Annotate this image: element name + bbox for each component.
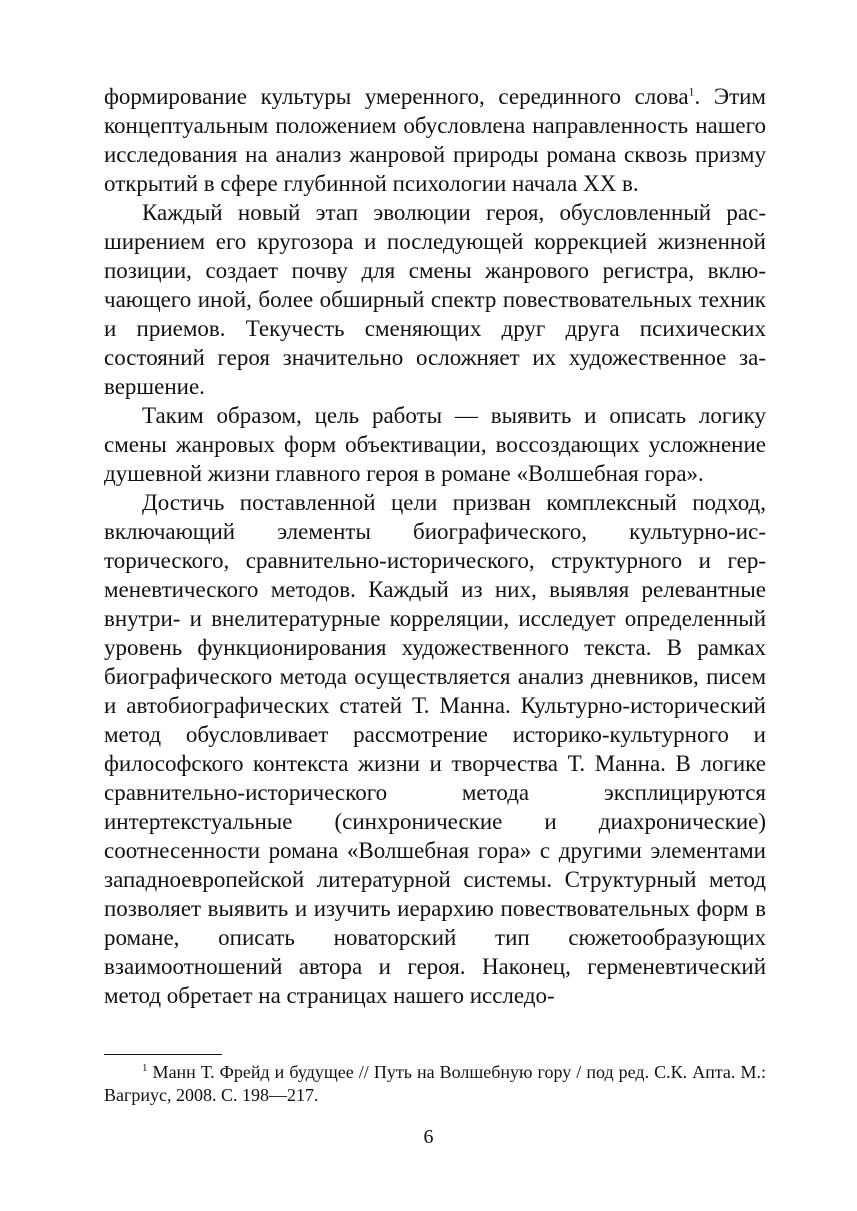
footnote-text: Манн Т. Фрейд и будущее // Путь на Волшебную гору / под ред. С.К. Апта. М.: Вагриус, 2008. С. 198—217. <box>104 1062 766 1105</box>
paragraph-2: Каждый новый этап эволюции героя, обусловленный расширением его кругозора и последующей коррекцией жизненной позиции, создает почву для смены жанрового регистра, включающего иной, более обширный спектр повествовательных техник и приемов. Текучесть сменяющих друг друга психических состояний героя значительно осложняет их художественное завершение. <box>104 200 766 399</box>
paragraph-1 <box>104 82 766 198</box>
paragraph-1-rest: . Этим концептуальным положением обусловлена направленность нашего исследования на анализ жанровой природы романа сквозь призму открытий в сфере глубинной психологии начала ХХ в. <box>104 84 766 196</box>
main-text <box>104 82 766 1010</box>
footnote <box>104 1061 766 1107</box>
footnote-divider <box>104 1054 222 1055</box>
paragraph-4: Достичь поставленной цели призван комплексный подход, включающий элементы биографического, культурно-исторического, сравнительно-исторического, структурного и герменевтического методов. Каждый из них, выявляя релевантные внутри- и внелитературные корреляции, исследует определенный уровень функционирования художественного текста. В рамках биографического метода осуществляется анализ дневников, писем и автобиографических статей Т. Манна. Культурно-исторический метод обусловливает рассмотрение историко-культурного и философского контекста жизни и творчества Т. Манна. В логике сравнительно-исторического метода эксплицируются интертекстуальные (синхронические и диахронические) соотнесенности романа «Волшебная гора» с другими элементами западноевропейской литературной системы. Структурный метод позволяет выявить и изучить иерархию повествовательных форм в романе, описать новаторский тип сюжетообразующих взаимоотношений автора и героя. Наконец, герменевтический метод обретает на страницах нашего исследо- <box>104 490 766 1008</box>
page-number: 6 <box>423 1126 434 1148</box>
paragraph-1-text: формирование культуры умеренного, серединного слова <box>104 84 689 109</box>
paragraph-3: Таким образом, цель работы — выявить и описать логику смены жанровых форм объективации, воссоздающих усложнение душевной жизни главного героя в романе «Волшебная гора». <box>104 403 766 486</box>
footnote-marker: 1 <box>142 1062 148 1074</box>
footnote-reference[interactable]: 1 <box>688 84 695 99</box>
